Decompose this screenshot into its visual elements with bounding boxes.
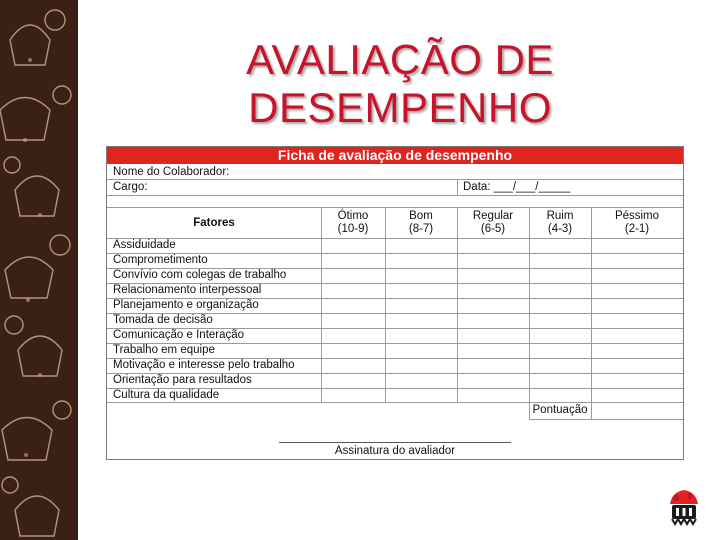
date-field[interactable]: Data: ___/___/_____ bbox=[463, 181, 571, 193]
divider bbox=[107, 195, 683, 196]
rating-header-ruim: Ruim (4-3) bbox=[546, 210, 574, 235]
factor-row: Relacionamento interpessoal bbox=[113, 284, 262, 296]
factor-row: Cultura da qualidade bbox=[113, 389, 220, 401]
factor-row: Motivação e interesse pelo trabalho bbox=[113, 359, 295, 371]
form-header: Ficha de avaliação de desempenho bbox=[107, 147, 683, 164]
divider bbox=[457, 179, 458, 195]
factor-row: Trabalho em equipe bbox=[113, 344, 215, 356]
factors-header: Fatores bbox=[193, 217, 235, 229]
role-label: Cargo: bbox=[113, 181, 148, 193]
factor-row: Tomada de decisão bbox=[113, 314, 213, 326]
divider bbox=[107, 207, 683, 208]
factor-row: Planejamento e organização bbox=[113, 299, 259, 311]
factor-row: Comprometimento bbox=[113, 254, 208, 266]
rating-header-pessimo: Péssimo (2-1) bbox=[614, 210, 660, 235]
rating-header-bom: Bom (8-7) bbox=[408, 210, 434, 235]
signature-line[interactable] bbox=[279, 442, 511, 443]
signature-label: Assinatura do avaliador bbox=[334, 445, 456, 457]
cupcake-pattern-icon bbox=[0, 0, 78, 540]
factor-row: Convívio com colegas de trabalho bbox=[113, 269, 287, 281]
decorative-side-pattern bbox=[0, 0, 78, 540]
slide-title-line1: AVALIAÇÃO DE bbox=[246, 36, 554, 83]
rating-header-otimo: Ótimo (10-9) bbox=[337, 210, 369, 235]
row-divider bbox=[529, 419, 683, 420]
factor-row: Assiduidade bbox=[113, 239, 176, 251]
slide-title-line2: DESEMPENHO bbox=[248, 84, 552, 131]
employee-name-label: Nome do Colaborador: bbox=[113, 166, 230, 178]
rating-header-regular: Regular (6-5) bbox=[472, 210, 514, 235]
factor-row: Orientação para resultados bbox=[113, 374, 252, 386]
cupcake-logo-icon bbox=[664, 486, 704, 528]
factor-row: Comunicação e Interação bbox=[113, 329, 245, 341]
evaluation-form bbox=[106, 146, 684, 460]
divider bbox=[107, 238, 683, 239]
divider bbox=[107, 179, 683, 180]
score-label: Pontuação bbox=[532, 404, 588, 416]
row-divider bbox=[107, 402, 683, 403]
